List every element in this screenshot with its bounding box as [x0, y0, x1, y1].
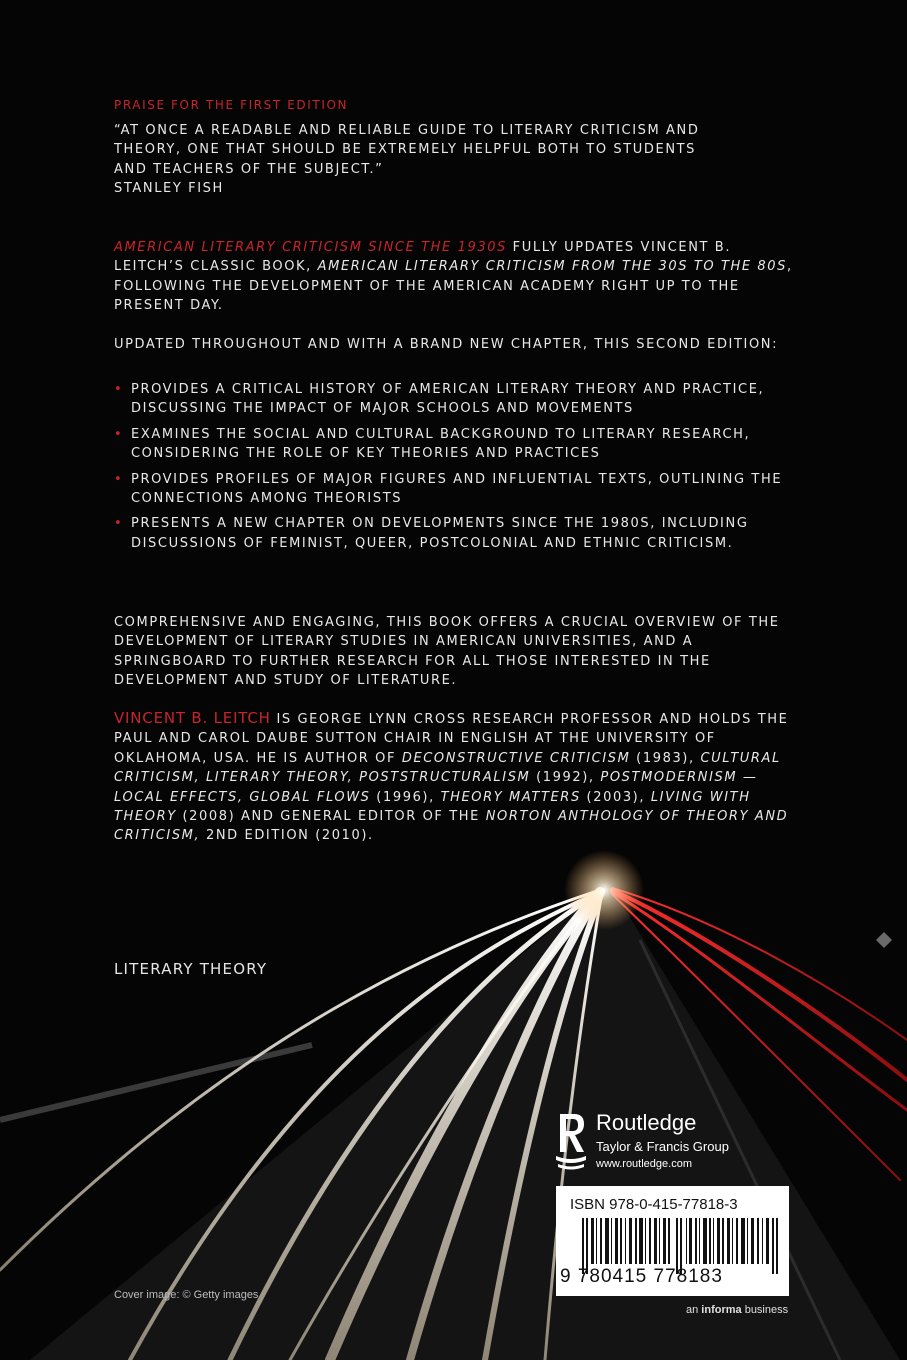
list-item [114, 425, 794, 464]
quote-line-2: THEORY, ONE THAT SHOULD BE EXTREMELY HELPFUL BOTH TO STUDENTS [114, 142, 697, 158]
bio-text: (1983), [630, 750, 701, 766]
bio-text: 2ND EDITION (2010). [200, 828, 374, 844]
updated-paragraph: UPDATED THROUGHOUT AND WITH A BRAND NEW CHAPTER, THIS SECOND EDITION: [114, 337, 779, 352]
publisher-block [552, 1108, 792, 1178]
list-item-text: PRESENTS A NEW CHAPTER ON DEVELOPMENTS SINCE THE 1980S, INCLUDING DISCUSSIONS OF FEMINIST, QUEER, POSTCOLONIAL AND ETHNIC CRITICISM. [131, 516, 749, 551]
praise-quote [114, 121, 774, 199]
list-item-text: PROVIDES A CRITICAL HISTORY OF AMERICAN LITERARY THEORY AND PRACTICE, DISCUSSING THE IMPACT OF MAJOR SCHOOLS AND MOVEMENTS [131, 382, 765, 417]
isbn-barcode [556, 1186, 789, 1296]
book-title: AMERICAN LITERARY CRITICISM SINCE THE 1930S [114, 240, 507, 255]
bullet-marker: • [114, 471, 124, 487]
publisher-name: Routledge [596, 1110, 697, 1135]
bio-book-title: POSTMODERNISM — LOCAL EFFECTS, GLOBAL FLOWS [114, 770, 758, 805]
bio-book-title: CULTURAL CRITICISM, LITERARY THEORY, POSTSTRUCTURALISM [114, 750, 781, 786]
bio-text: (2003), [580, 789, 651, 805]
list-item [114, 380, 794, 419]
bio-text: IS GEORGE LYNN CROSS RESEARCH PROFESSOR AND HOLDS THE PAUL AND CAROL DAUBE SUTTON CHAIR IN ENGLISH AT THE UNIVERSITY OF OKLAHOMA, USA. HE IS AUTHOR OF [114, 712, 789, 766]
summary-paragraph: COMPREHENSIVE AND ENGAGING, THIS BOOK OFFERS A CRUCIAL OVERVIEW OF THE DEVELOPMENT OF LITERARY STUDIES IN AMERICAN UNIVERSITIES, AND A SPRINGBOARD TO FURTHER RESEARCH FOR ALL THOSE INTERESTED IN THE DEVELOPMENT AND STUDY OF LITERATURE. [114, 615, 780, 689]
tagline-suffix: business [741, 1304, 789, 1316]
bio-book-title: THEORY MATTERS [440, 789, 581, 805]
bio-text: (2008) AND GENERAL EDITOR OF THE [176, 809, 486, 825]
list-item-text: PROVIDES PROFILES OF MAJOR FIGURES AND INFLUENTIAL TEXTS, OUTLINING THE CONNECTIONS AMONG THEORISTS [131, 471, 783, 507]
praise-heading: PRAISE FOR THE FIRST EDITION [114, 98, 349, 112]
author-bio [114, 709, 794, 846]
publisher-group: Taylor & Francis Group [596, 1139, 729, 1154]
cover-image-credit: Cover image: © Getty images [114, 1289, 259, 1301]
bio-book-title: NORTON ANTHOLOGY OF THEORY AND CRITICISM, [114, 809, 789, 844]
previous-book-title: AMERICAN LITERARY CRITICISM FROM THE 30S TO THE 80S [317, 259, 788, 275]
tagline-brand: informa [701, 1304, 742, 1316]
bio-text: (1996), [370, 789, 441, 805]
isbn-label: ISBN 978-0-415-77818-3 [570, 1196, 738, 1213]
publisher-url: www.routledge.com [596, 1158, 692, 1170]
routledge-logo-icon [552, 1108, 590, 1172]
tagline-prefix: an [686, 1304, 702, 1316]
author-name: VINCENT B. LEITCH [114, 709, 271, 727]
list-item [114, 470, 794, 509]
informa-tagline [686, 1304, 788, 1316]
bullet-marker: • [114, 516, 124, 532]
quote-line-1: “AT ONCE A READABLE AND RELIABLE GUIDE TO LITERARY CRITICISM AND [114, 123, 700, 138]
bio-text: (1992), [530, 770, 601, 786]
bio-book-title: LIVING WITH THEORY [114, 789, 751, 825]
intro-text-b: , FOLLOWING THE DEVELOPMENT OF THE AMERICAN ACADEMY RIGHT UP TO THE PRESENT DAY. [114, 259, 793, 314]
quote-attribution: STANLEY FISH [114, 181, 224, 197]
intro-paragraph [114, 238, 794, 316]
subject-category: LITERARY THEORY [114, 960, 268, 978]
quote-line-3: AND TEACHERS OF THE SUBJECT.” [114, 161, 384, 177]
bullet-marker: • [114, 426, 124, 442]
ean-number: 9 780415 778183 [560, 1266, 723, 1287]
feature-list [114, 380, 794, 559]
intro-text-a: FULLY UPDATES VINCENT B. LEITCH’S CLASSIC BOOK, [114, 240, 732, 275]
list-item-text: EXAMINES THE SOCIAL AND CULTURAL BACKGROUND TO LITERARY RESEARCH, CONSIDERING THE ROLE OF KEY THEORIES AND PRACTICES [131, 426, 751, 462]
bio-book-title: DECONSTRUCTIVE CRITICISM [401, 750, 631, 766]
list-item [114, 514, 794, 553]
bullet-marker: • [114, 382, 124, 397]
